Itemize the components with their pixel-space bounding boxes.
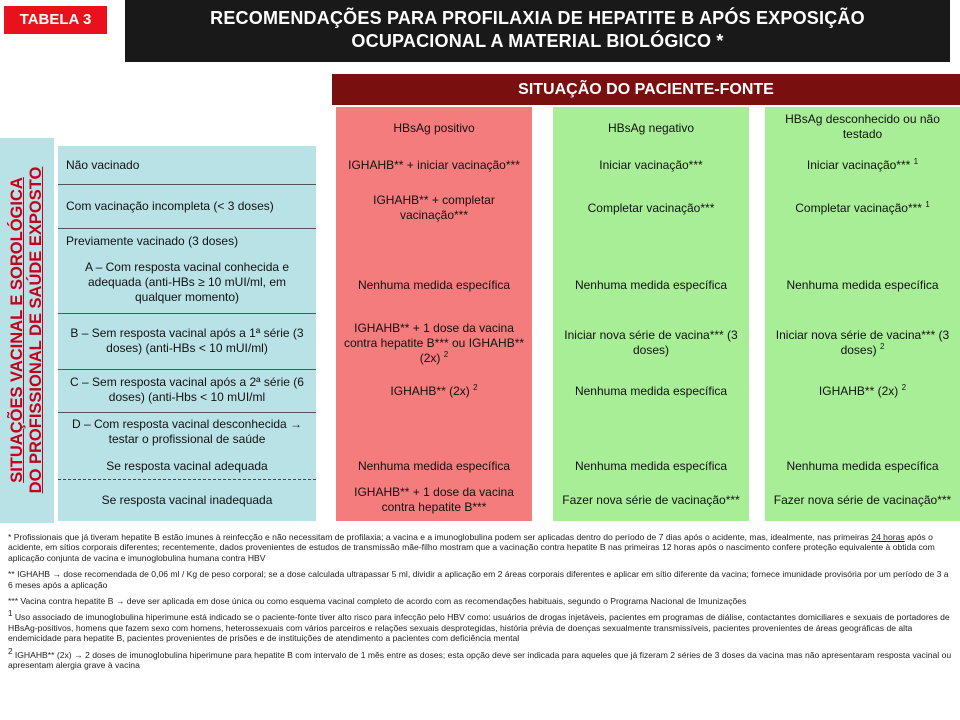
row-label-c: C – Sem resposta vacinal após a 2ª série (6 doses) (anti-Hbs < 10 mUI/ml	[70, 375, 304, 404]
footnote-1-text-b: após o acidente, em sítios corporais diferentes; recentemente, dados provenientes de estudos de transmissão mãe-filho mostram que a vacinação contra hepatite B nas primeiras 12 horas após o nascimento confere proteção equivalente à obtida com aplicação conjunta de vacina e imunoglobulina humana contra HBV	[8, 532, 935, 563]
title-line-2: OCUPACIONAL A MATERIAL BIOLÓGICO *	[351, 31, 724, 51]
footnote-ref: 1	[913, 156, 919, 166]
cell-positive-d-adequada: Nenhuma medida específica	[357, 458, 511, 473]
column-header-unknown: HBsAg desconhecido ou não testado	[785, 112, 940, 141]
professional-status-column	[58, 146, 316, 521]
cell-negative-b: Iniciar nova série de vacina*** (3 doses)	[564, 328, 738, 357]
row-label-incompleta: Com vacinação incompleta (< 3 doses)	[66, 198, 274, 213]
footnote-5	[8, 646, 952, 671]
row-label-a: A – Com resposta vacinal conhecida e adequada (anti-HBs ≥ 10 mUI/ml, em qualquer momento)	[84, 259, 290, 304]
cell-negative-d-inadequada: Fazer nova série de vacinação***	[562, 492, 740, 507]
cell-positive-a: Nenhuma medida específica	[357, 277, 511, 292]
cell-unknown-nao-vacinado	[765, 146, 960, 184]
column-header-negative: HBsAg negativo	[607, 120, 695, 135]
cell-negative-a: Nenhuma medida específica	[574, 277, 728, 292]
cell-positive-b-text: IGHAHB** + 1 dose da vacina contra hepatite B*** ou IGHAHB** (2x)	[343, 320, 525, 365]
footnote-1-text-a: * Profissionais que já tiveram hepatite B estão imunes à reinfecção e não necessitam de profilaxia; a vacina e a imunoglobulina podem ser aplicadas dentro do período de 7 dias após o acidente, mas, idealmente, nas primeiras	[8, 532, 869, 542]
footnote-4-mark: 1	[8, 609, 13, 619]
row-label-d-inadequada: Se resposta vacinal inadequada	[101, 492, 273, 507]
row-divider	[58, 228, 316, 229]
footnote-1	[8, 532, 952, 563]
cell-negative-nao-vacinado: Iniciar vacinação***	[599, 157, 703, 172]
footnote-3: *** Vacina contra hepatite B → deve ser aplicada em dose única ou como esquema vacinal completo de acordo com as recomendações habituais, segundo o Programa Nacional de Imunizações	[8, 596, 747, 607]
row-label-d-adequada: Se resposta vacinal adequada	[106, 458, 268, 473]
cell-unknown-b	[765, 316, 960, 370]
footnote-4-text: Uso associado de imunoglobulina hiperimune está indicado se o paciente-fonte tiver alto risco para infecção pelo HBV como: usuários de drogas injetáveis, pacientes em programas de diálise, contactantes domiciliares e sexuais de portadores de HBsAg-positivos, homens que fazem sexo com homens, heterossexuais com vários parceiros e relações sexuais desprotegidas, história prévia de doenças sexualmente transmissíveis, pacientes provenientes de áreas geográficas de alta endemicidade para hepatite B, pacientes provenientes de prisões e de instituições de atendimento a pacientes com deficiência mental	[8, 612, 950, 644]
cell-positive-c-text: IGHAHB** (2x)	[390, 383, 470, 398]
footnote-ref: 2	[901, 382, 907, 392]
cell-positive-b	[336, 316, 532, 370]
footnote-ref: 2	[879, 342, 885, 351]
title-line-1: RECOMENDAÇÕES PARA PROFILAXIA DE HEPATITE B APÓS EXPOSIÇÃO	[210, 8, 865, 28]
cell-unknown-d-inadequada: Fazer nova série de vacinação***	[773, 492, 952, 507]
cell-negative-c: Nenhuma medida específica	[574, 383, 728, 398]
row-label-d: D – Com resposta vacinal desconhecida → testar o profissional de saúde	[71, 417, 303, 446]
column-header-positive: HBsAg positivo	[393, 120, 475, 135]
footnotes	[8, 532, 952, 676]
footnote-ref: 2	[443, 349, 449, 359]
hbsag-unknown-column	[765, 107, 960, 521]
row-label-nao-vacinado: Não vacinado	[66, 157, 140, 172]
footnote-ref: 2	[473, 382, 478, 392]
cell-unknown-c-text: IGHAHB** (2x)	[818, 383, 899, 398]
cell-positive-nao-vacinado: IGHAHB** + iniciar vacinação***	[348, 157, 520, 172]
footnote-1-underlined: 24 horas	[871, 532, 905, 542]
row-divider	[58, 313, 316, 314]
footnote-5-mark: 2	[8, 646, 13, 656]
cell-negative-incompleta: Completar vacinação***	[587, 200, 715, 215]
table-number-badge: TABELA 3	[4, 6, 107, 34]
cell-unknown-incompleta-text: Completar vacinação***	[795, 200, 922, 215]
footnote-4	[8, 609, 952, 644]
cell-unknown-incompleta	[765, 187, 960, 229]
cell-unknown-d-adequada: Nenhuma medida específica	[786, 458, 939, 473]
row-divider-dashed	[58, 479, 316, 480]
cell-positive-incompleta: IGHAHB** + completar vacinação***	[373, 193, 495, 222]
row-label-previamente-vacinado: Previamente vacinado (3 doses)	[66, 233, 239, 248]
hbsag-negative-column	[553, 107, 749, 521]
row-divider	[58, 412, 316, 413]
page-title	[125, 0, 950, 62]
hbsag-positive-column	[336, 107, 532, 521]
cell-negative-d-adequada: Nenhuma medida específica	[574, 458, 728, 473]
vertical-row-label	[0, 138, 54, 523]
vertical-label-text	[8, 167, 46, 494]
cell-unknown-c	[765, 371, 960, 411]
cell-unknown-a: Nenhuma medida específica	[786, 277, 939, 292]
source-patient-header: SITUAÇÃO DO PACIENTE-FONTE	[332, 74, 960, 105]
vertical-label-line-1: SITUAÇÕES VACINAL E SOROLÓGICA	[8, 177, 26, 483]
row-label-b: B – Sem resposta vacinal após a 1ª série (3 doses) (anti-HBs < 10 mUI/ml)	[70, 326, 304, 355]
vertical-label-line-2: DO PROFISSIONAL DE SAÚDE EXPOSTO	[27, 166, 45, 494]
cell-positive-c	[336, 371, 532, 411]
cell-positive-d-inadequada: IGHAHB** + 1 dose da vacina contra hepatite B***	[354, 485, 514, 514]
footnote-ref: 1	[925, 199, 930, 209]
cell-unknown-nao-vacinado-text: Iniciar vacinação***	[806, 157, 911, 172]
cell-unknown-b-text: Iniciar nova série de vacina*** (3 doses)	[775, 328, 950, 357]
footnote-5-text: IGHAHB** (2x) → 2 doses de imunoglobulina hiperimune para hepatite B com intervalo de 1 mês entre as doses; esta opção deve ser indicada para aqueles que já fizeram 2 séries de 3 doses da vacina mas não apresentaram resposta vacinal ou apresentam alergia grave à vacina	[8, 649, 952, 671]
footnote-2: ** IGHAHB → dose recomendada de 0,06 ml / Kg de peso corporal; se a dose calculada ultrapassar 5 ml, dividir a aplicação em 2 áreas corporais diferentes e aplicar em sítio diferente da vacina; fornece imunidade provisória por um período de 3 a 6 meses após a aplicação	[8, 569, 949, 590]
